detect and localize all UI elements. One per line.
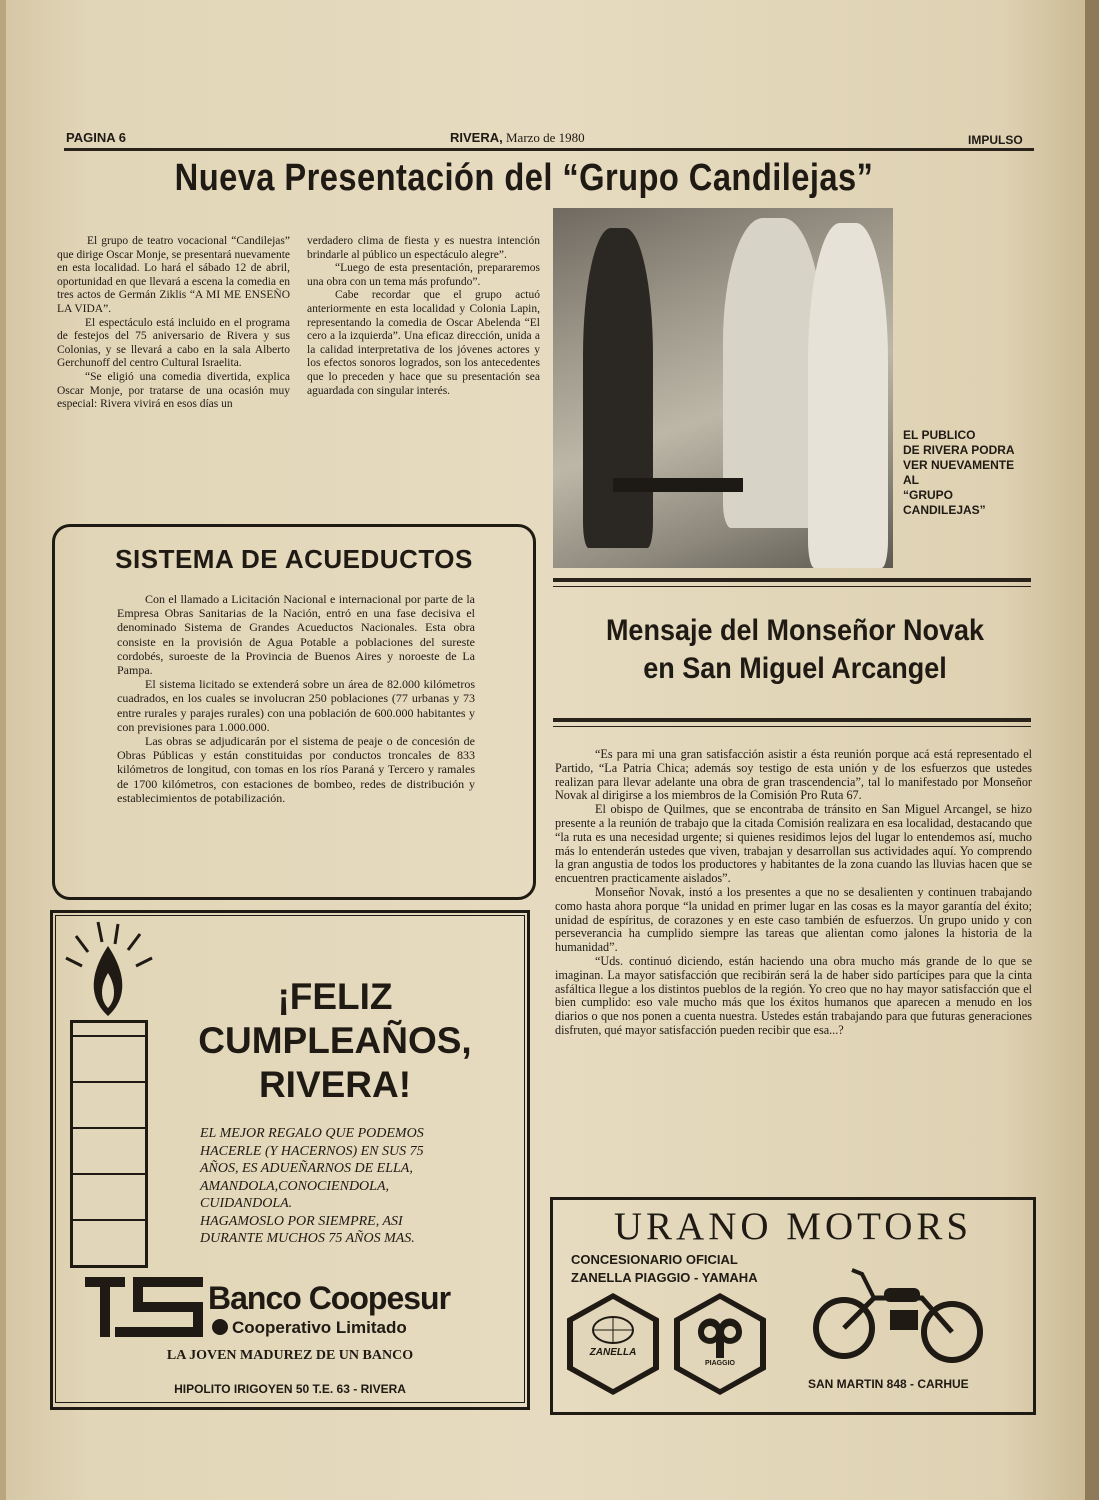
photo-person — [583, 228, 653, 548]
bank-slogan: LA JOVEN MADUREZ DE UN BANCO — [166, 1348, 414, 1363]
article2-title-line: Mensaje del Monseñor Novak — [605, 614, 985, 647]
bank-address: HIPOLITO IRIGOYEN 50 T.E. 63 - RIVERA — [174, 1382, 406, 1396]
article1-col2-para: “Luego de esta presentación, prepararemos una obra con un tema más profundo”. — [307, 262, 540, 288]
article2-top-rule-thin — [553, 586, 1031, 587]
headline-line: ¡FELIZ — [277, 976, 393, 1017]
message-line: AMANDOLA,CONOCIENDOLA, — [200, 1178, 390, 1194]
acueductos-body — [117, 592, 475, 805]
article2-title-line: en San Miguel Arcangel — [643, 652, 947, 685]
article1-col1-para: “Se eligió una comedia divertida, explica Oscar Monje, por tratarse de una ocasión muy especial: Rivera vivirá en esos días un — [57, 370, 290, 411]
cooperative-icon — [212, 1319, 228, 1335]
motorcycle-icon — [812, 1262, 984, 1370]
piaggio-mark-icon — [692, 1312, 748, 1360]
banco-message — [200, 1125, 424, 1248]
candle-flame-icon — [60, 918, 160, 1028]
bank-name: Banco Coopesur — [208, 1280, 451, 1316]
article1-col1-para: El espectáculo está incluido en el programa de festejos del 75 aniversario de Rivera y sus Colonias, y se llevará a cabo en la sala Alberto Gerchunoff del centro Cultural Israelita. — [57, 316, 290, 370]
headline-line: CUMPLEAÑOS, — [198, 1020, 472, 1061]
header-rule — [64, 148, 1034, 151]
caption-line: VER NUEVAMENTE — [903, 458, 1015, 472]
acueductos-para: El sistema licitado se extenderá sobre un área de 82.000 kilómetros cuadrados, en los cuales se involucran 250 poblaciones (77 urbanas y 73 entre rurales y parajes rurales) con una población de 600.000 habitantes y con previsiones para 1.000.000. — [117, 677, 475, 734]
message-line: AÑOS, ES ADUEÑARNOS DE ELLA, — [200, 1161, 413, 1176]
globe-icon — [590, 1315, 636, 1345]
article1-photo — [553, 208, 893, 568]
paper-name: IMPULSO — [968, 133, 1023, 147]
dealer-line: ZANELLA PIAGGIO - YAMAHA — [571, 1270, 758, 1285]
photo-table — [613, 478, 743, 492]
headline-line: RIVERA! — [258, 1064, 412, 1105]
dateline — [450, 130, 585, 146]
banco-headline — [160, 975, 510, 1107]
article1-col1-para: El grupo de teatro vocacional “Candilejas” que dirige Oscar Monje, se presentará nuevamente en esta localidad. Lo hará el sábado 12 de abril, oportunidad en que llevará a escena la comedia en tres actos de Germán Ziklis “A MI ME ENSEÑO LA VIDA”. — [57, 235, 290, 315]
message-line: HAGAMOSLO POR SIEMPRE, ASI — [200, 1213, 403, 1229]
article2-para: “Uds. continuó diciendo, están haciendo una obra mucho más grande de lo que se imaginan. La mayor satisfacción que recibirán será la de haber sido partícipes para que la cinta asfáltica llegue a los distintos pueblos de la región. Yo creo que no hay mayor satisfacción que el bien cumplido: eso vale mucho más que los éxitos humanos que aparecen a menudo en los diarios o que nos ponen a cuenta nuestra. Ustedes están trabajando para que futuras generaciones disfruten, qué mayor satisfacción pueden recibir que esa...? — [555, 953, 1032, 1037]
photo-person — [808, 223, 888, 568]
article2-bottom-rule — [553, 718, 1031, 722]
message-line: HACERLE (Y HACERNOS) EN SUS 75 — [200, 1143, 424, 1159]
acueductos-title: SISTEMA DE ACUEDUCTOS — [115, 544, 473, 574]
coopesur-logo-icon — [85, 1277, 203, 1339]
dealer-line: CONCESIONARIO OFICIAL — [571, 1252, 738, 1267]
urano-name: URANO MOTORS — [613, 1205, 973, 1248]
photo-caption — [903, 428, 1015, 518]
dateline-city: RIVERA, — [450, 130, 503, 145]
article1-column1 — [57, 235, 290, 412]
article2-para: El obispo de Quilmes, que se encontraba de tránsito en San Miguel Arcangel, se hizo presente a la reunión de trabajo que la citada Comisión realizara en esa localidad, destacando que “la ruta es una necesidad urgente; si quienes residimos lejos del lugar lo entendemos así, mucho más lo entenderán ustedes que viven, trabajan y desarrollan sus actividades aquí. Yo comprendo la gran angustia de todos los productores y habitantes de la zona cuando las lluvias hacen que se encuentren practicamente aislados”. — [555, 802, 1032, 886]
caption-line: “GRUPO — [903, 488, 954, 502]
dateline-date: Marzo de 1980 — [505, 130, 585, 145]
article2-title — [577, 612, 1013, 688]
caption-line: AL — [903, 473, 919, 487]
page-edge — [1085, 0, 1099, 1500]
article1-col2-para: verdadero clima de fiesta y es nuestra intención brindarle al público un espectáculo alegre”. — [307, 235, 540, 261]
message-line: DURANTE MUCHOS 75 AÑOS MAS. — [200, 1231, 415, 1246]
urano-dealer — [571, 1251, 758, 1287]
piaggio-label: PIAGGIO — [705, 1360, 735, 1367]
bank-subtitle — [212, 1318, 407, 1338]
article1-column2 — [307, 235, 540, 398]
zanella-label: ZANELLA — [589, 1347, 637, 1358]
article2-body — [555, 748, 1032, 1038]
caption-line: CANDILEJAS” — [903, 503, 986, 517]
message-line: EL MEJOR REGALO QUE PODEMOS — [200, 1126, 424, 1141]
caption-line: DE RIVERA PODRA — [903, 443, 1015, 457]
message-line: CUIDANDOLA. — [200, 1196, 293, 1211]
candle — [70, 1020, 148, 1268]
article2-top-rule — [553, 578, 1031, 582]
caption-line: EL PUBLICO — [903, 428, 976, 442]
page-number: PAGINA 6 — [66, 130, 126, 145]
article2-bottom-rule-thin — [553, 726, 1031, 727]
urano-address: SAN MARTIN 848 - CARHUE — [808, 1377, 969, 1391]
article2-para: “Es para mi una gran satisfacción asistir a ésta reunión porque acá está representado el Partido, “La Patria Chica; además soy testigo de esta unión y de los esfuerzos que ustedes realizan para llevar adelante una obra de gran trascendencia”, tal lo manifestado por Monseñor Novak al dirigirse a los miembros de la Comisión Pro Ruta 67. — [555, 747, 1032, 803]
bank-subtitle-text: Cooperativo Limitado — [232, 1318, 407, 1337]
article1-title: Nueva Presentación del “Grupo Candilejas” — [174, 157, 874, 199]
acueductos-para: Con el llamado a Licitación Nacional e internacional por parte de la Empresa Obras Sanitarias de la Nación, entró en una fase decisiva el denominado Sistema de Grandes Acueductos Nacionales. Esta obra consiste en la provisión de Agua Potable a poblaciones del sureste cordobés, suroeste de la Provincia de Buenos Aires y noroeste de La Pampa. — [117, 592, 475, 678]
article2-para: Monseñor Novak, instó a los presentes a que no se desalienten y continuen trabajando como hasta ahora porque “la unidad en primer lugar en las cosas es la mayor garantía del éxito; unidad de espíritus, de corazones y en este caso también de esfuerzos. Un grupo unido y con perseverancia ha cumplido siempre las tareas que alientan como jalones la historia de la humanidad”. — [555, 884, 1032, 955]
acueductos-para: Las obras se adjudicarán por el sistema de peaje o de concesión de Obras Públicas y están constituidas por conductos troncales de 833 kilómetros de longitud, con tomas en los ríos Paraná y Tercero y ramales de 1700 kilómetros, con estaciones de bombeo, redes de distribución y establecimientos de potabilización. — [117, 734, 475, 805]
article1-col2-para: Cabe recordar que el grupo actuó anteriormente en esta localidad y Colonia Lapin, representando la comedia de Oscar Abelenda “El cero a la izquierda”. Una eficaz dirección, unida a la calidad interpretativa de los jóvenes actores y los efectos sonoros logrados, son los antecedentes que lo preceden y hace que su presentación sea aguardada con singular interés. — [307, 289, 540, 397]
